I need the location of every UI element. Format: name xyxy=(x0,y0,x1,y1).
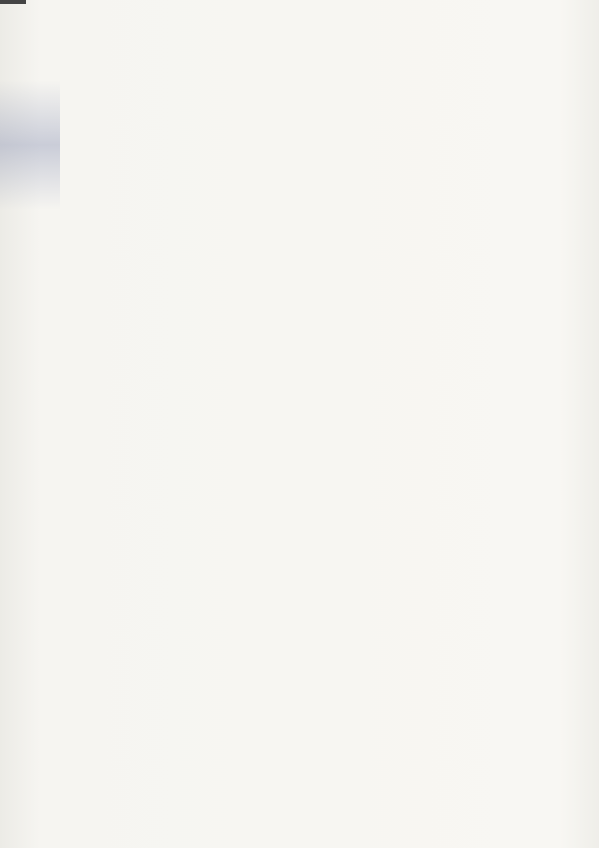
flow-diagram xyxy=(35,35,535,785)
flow-diagram-canvas xyxy=(35,35,535,785)
page-corner-mark xyxy=(0,0,26,4)
